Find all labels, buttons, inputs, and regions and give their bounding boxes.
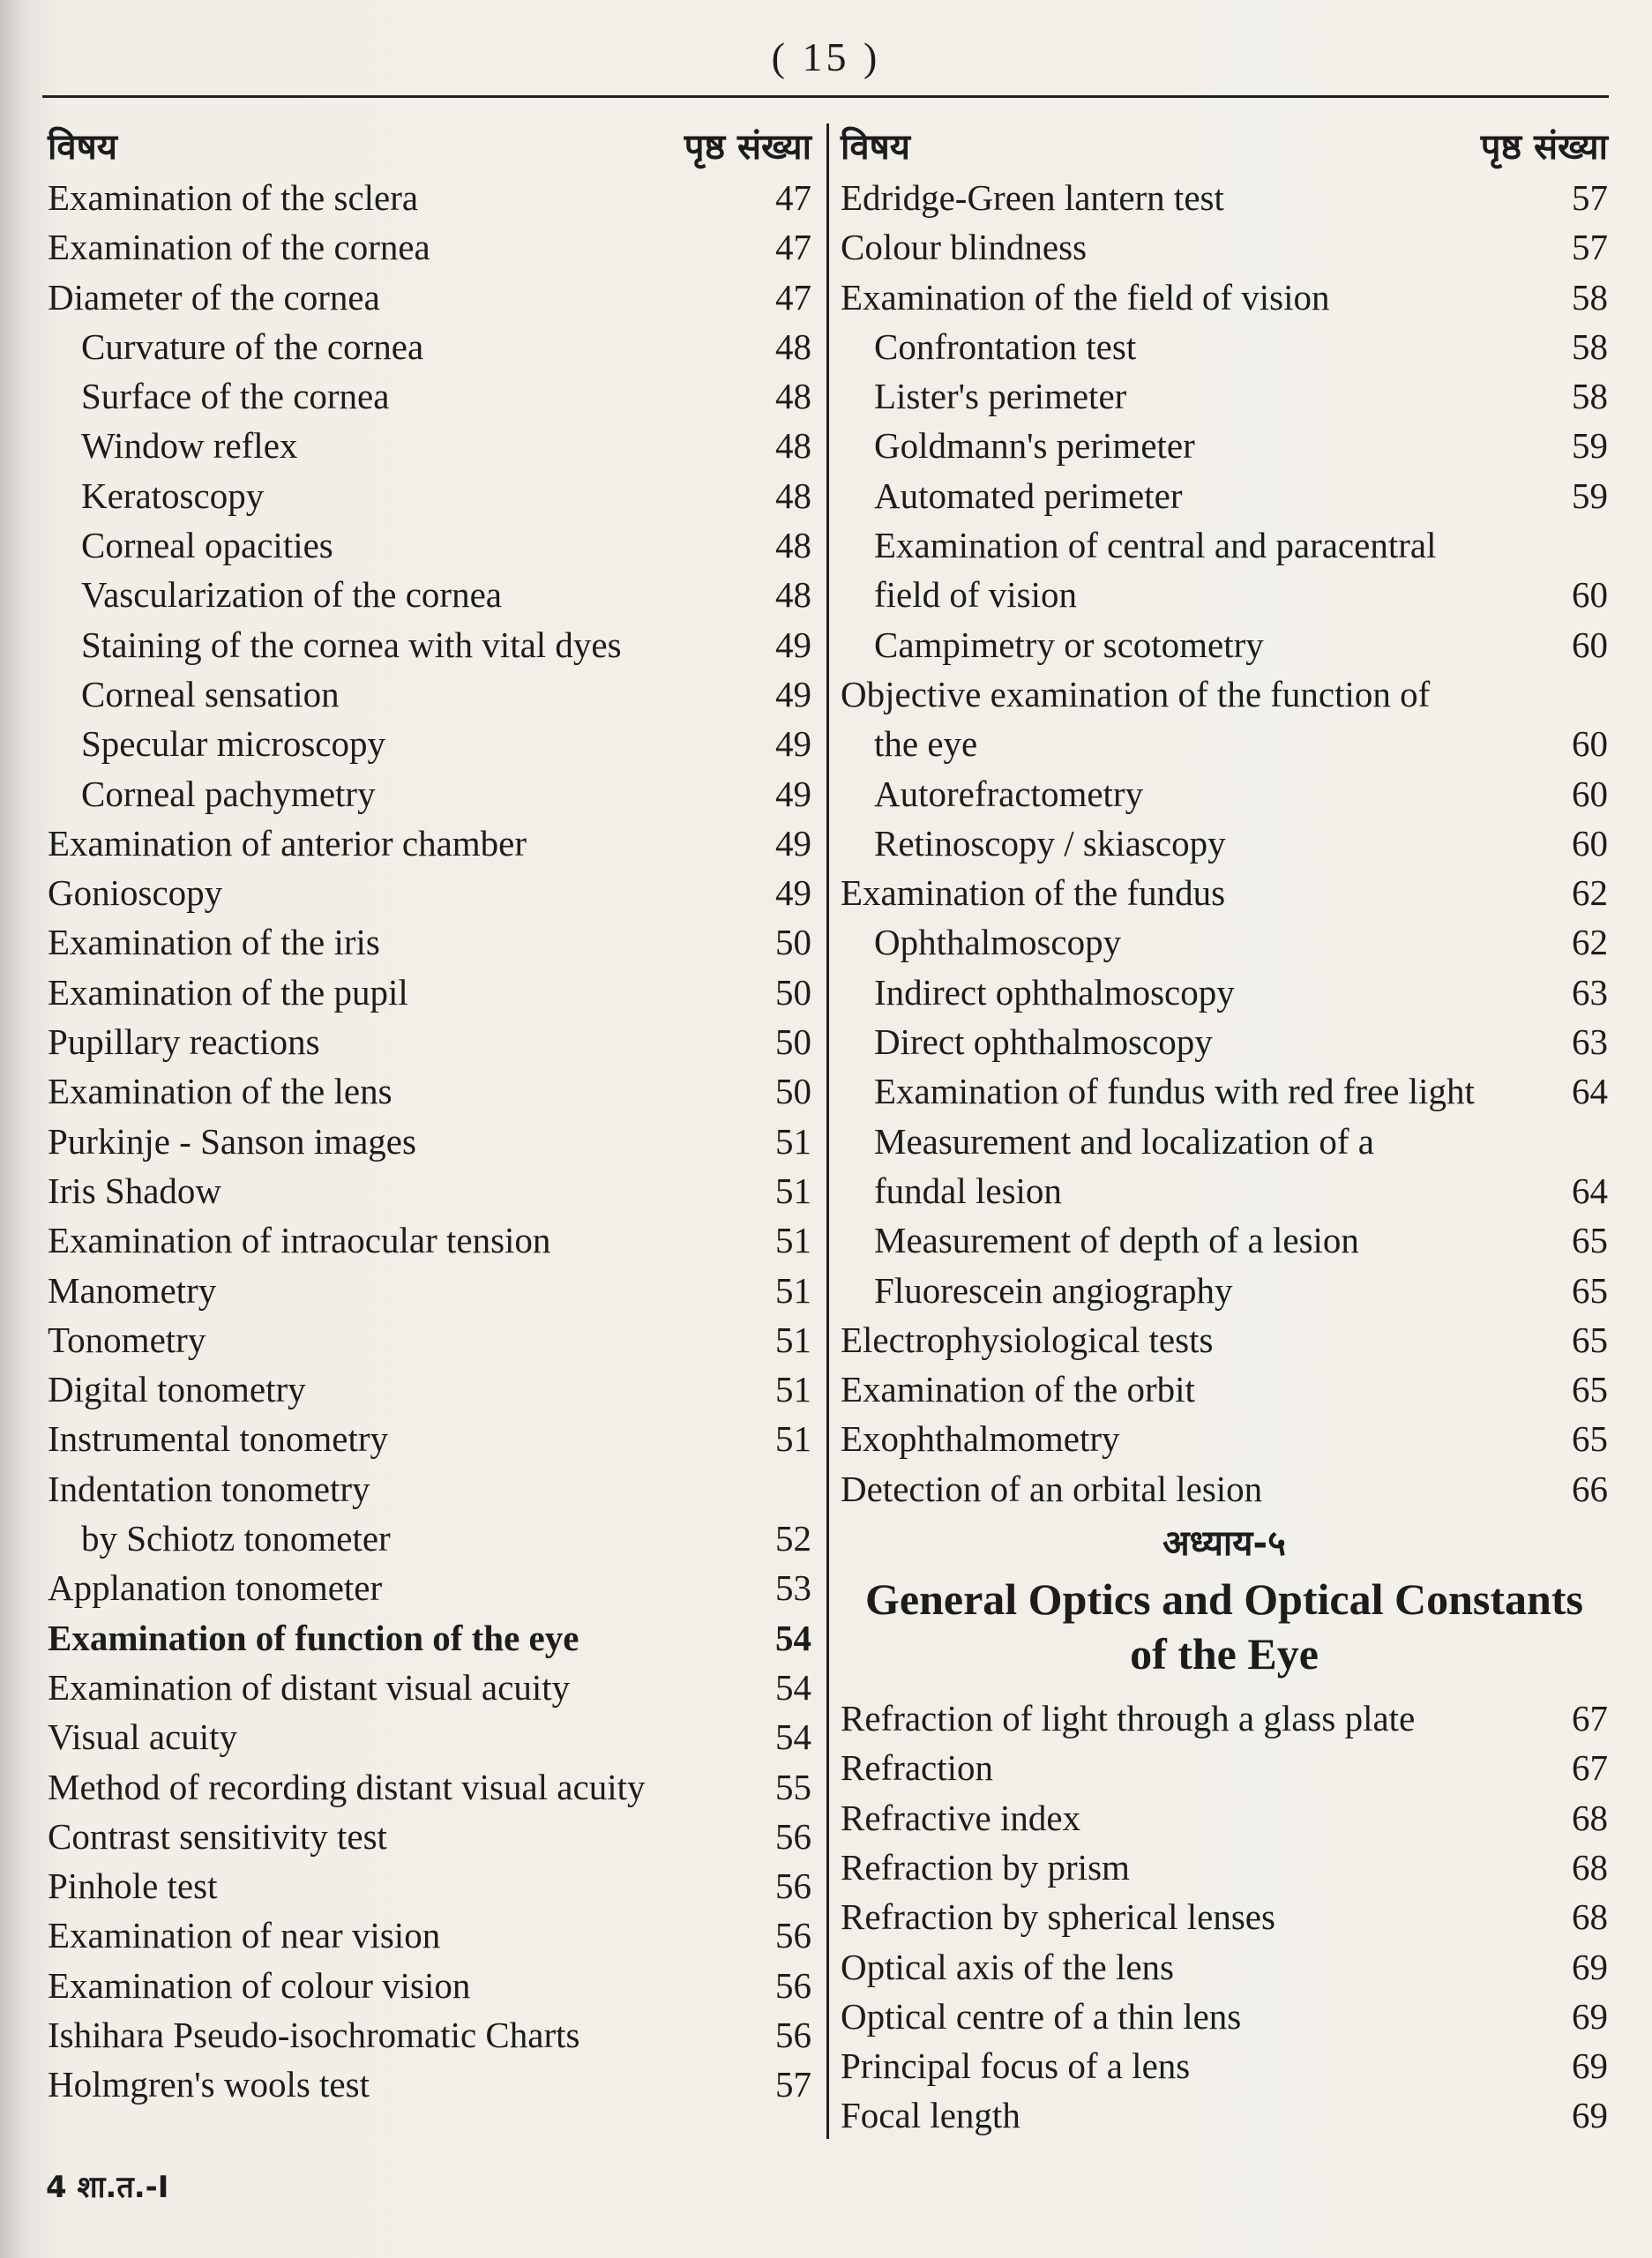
toc-entry [48,173,811,222]
toc-entry-page: 64 [1572,1071,1608,1112]
toc-entry [48,1017,811,1066]
toc-entry-page: 69 [1572,1995,1608,2037]
toc-entry-page: 49 [775,673,811,714]
toc-entry [841,371,1608,421]
toc-entry-title: Keratoscopy [81,475,265,516]
toc-entry-title: Confrontation test [874,325,1137,367]
toc-entry-page: 49 [775,872,811,914]
toc-entry-page: 60 [1572,773,1608,814]
toc-entry-page: 48 [775,574,811,616]
toc-entry [48,1861,811,1910]
toc-entry-page: 51 [775,1319,811,1360]
toc-entry [48,371,811,421]
toc-entry-page: 57 [775,2064,811,2105]
subject-label: विषय [48,127,117,168]
toc-entry [48,1414,811,1463]
toc-entry-page: 60 [1572,574,1608,616]
toc-entry [48,471,811,520]
toc-entry-title: Principal focus of a lens [841,2045,1191,2087]
toc-entry [48,421,811,470]
toc-entry-page: 52 [775,1518,811,1559]
toc-entry [48,1066,811,1116]
toc-entry-title: Indentation tonometry [48,1468,370,1509]
toc-entry [48,968,811,1017]
toc-entry-page: 65 [1572,1269,1608,1311]
toc-entry-page: 51 [775,1418,811,1460]
toc-entry-page: 68 [1572,1846,1608,1888]
toc-entry-title: Gonioscopy [48,872,223,914]
toc-entry-page: 49 [775,624,811,665]
toc-entry-page: 49 [775,723,811,765]
left-entries [48,173,811,2110]
toc-entry [841,1992,1608,2041]
toc-entry [841,819,1608,868]
toc-entry [48,1117,811,1166]
toc-entry [841,273,1608,322]
toc-entry-title: Campimetry or scotometry [874,624,1264,665]
toc-entry-page: 59 [1572,425,1608,467]
toc-entry-page: 49 [775,822,811,864]
toc-entry-page: 58 [1572,376,1608,417]
toc-entry-title: Measurement and localization of a [874,1120,1374,1162]
toc-entry [841,421,1608,470]
toc-entry-page: 56 [775,1964,811,2006]
toc-entry-title: Instrumental tonometry [48,1418,388,1460]
toc-entry-page: 56 [775,1815,811,1857]
toc-entry-page: 51 [775,1170,811,1211]
toc-entry-page: 69 [1572,1946,1608,1987]
toc-entry [841,968,1608,1017]
toc-entry-title: Electrophysiological tests [841,1319,1214,1360]
toc-entry-page: 67 [1572,1698,1608,1739]
toc-entry-page: 49 [775,773,811,814]
toc-entry-title: Refraction by spherical lenses [841,1896,1275,1938]
toc-entry-page: 51 [775,1269,811,1311]
toc-entry [841,1266,1608,1315]
toc-entry-page: 51 [775,1220,811,1261]
toc-entry-title: Optical centre of a thin lens [841,1995,1242,2037]
toc-entry-page: 59 [1572,475,1608,516]
toc-entry [48,273,811,322]
toc-entry [841,669,1608,719]
toc-entry-title: Diameter of the cornea [48,276,380,318]
toc-entry-page: 58 [1572,325,1608,367]
toc-entry-title: field of vision [874,574,1078,616]
toc-entry [48,1166,811,1215]
toc-entry-title: Examination of anterior chamber [48,822,527,864]
chapter-title [841,1572,1608,1681]
toc-entry-page: 58 [1572,276,1608,318]
toc-entry-title: Direct ophthalmoscopy [874,1021,1213,1063]
toc-entry-title: Corneal opacities [81,525,333,566]
toc-entry-page: 48 [775,525,811,566]
toc-entry-title: fundal lesion [874,1170,1062,1211]
toc-entry [841,1892,1608,1941]
toc-entry-page: 47 [775,177,811,218]
toc-entry [48,1514,811,1563]
toc-entry-page: 48 [775,475,811,516]
toc-entry-page: 48 [775,325,811,367]
toc-entry-page: 68 [1572,1896,1608,1938]
left-column [48,115,811,2110]
toc-entry-title: Edridge-Green lantern test [841,177,1224,218]
top-rule [42,95,1609,98]
toc-entry-title: Examination of intraocular tension [48,1220,551,1261]
toc-entry-title: Refraction by prism [841,1846,1130,1888]
toc-entry-title: Indirect ophthalmoscopy [874,971,1235,1013]
toc-entry-title: Refraction [841,1747,994,1789]
toc-entry-title: Measurement of depth of a lesion [874,1220,1359,1261]
toc-entry [48,1961,811,2010]
toc-entry [48,620,811,669]
toc-entry-page: 54 [775,1617,811,1658]
toc-entry [841,868,1608,917]
toc-entry-title: Focal length [841,2095,1020,2136]
toc-entry-title: Iris Shadow [48,1170,222,1211]
toc-entry-title: Window reflex [81,425,298,467]
toc-entry [841,2090,1608,2140]
toc-entry-page: 63 [1572,971,1608,1013]
toc-entry-title: Examination of the fundus [841,872,1226,914]
toc-entry-title: by Schiotz tonometer [81,1518,391,1559]
toc-entry-title: Surface of the cornea [81,376,390,417]
toc-entry [48,669,811,719]
toc-entry [841,1117,1608,1166]
toc-entry-page: 48 [775,425,811,467]
toc-entry-page: 69 [1572,2095,1608,2136]
toc-entry-title: Examination of function of the eye [48,1617,579,1658]
toc-entry [841,322,1608,371]
toc-entry [48,322,811,371]
toc-entry-page: 69 [1572,2045,1608,2087]
right-column [841,115,1608,2141]
chapter-entries [841,1694,1608,2141]
toc-entry-page: 65 [1572,1369,1608,1410]
toc-entry-page: 50 [775,1071,811,1112]
toc-entry-page: 65 [1572,1220,1608,1261]
toc-entry-page: 56 [775,1915,811,1956]
toc-entry [841,620,1608,669]
toc-entry-title: Examination of distant visual acuity [48,1666,571,1708]
toc-entry [48,1215,811,1265]
toc-entry [48,868,811,917]
toc-entry-page: 50 [775,971,811,1013]
toc-entry-page: 51 [775,1120,811,1162]
toc-entry-title: Refraction of light through a glass plate [841,1698,1416,1739]
toc-entry [841,1743,1608,1792]
toc-entry [841,917,1608,967]
toc-entry-page: 66 [1572,1468,1608,1509]
chapter-title-line: of the Eye [1130,1629,1319,1679]
toc-entry [48,222,811,272]
toc-entry [841,1365,1608,1414]
toc-entry [48,1663,811,1712]
toc-entry [48,520,811,570]
toc-entry-title: Examination of fundus with red free light [874,1071,1475,1112]
toc-entry-title: Vascularization of the cornea [81,574,502,616]
toc-entry [48,2060,811,2109]
toc-entry-title: Digital tonometry [48,1369,306,1410]
toc-entry-title: the eye [874,723,978,765]
toc-entry-title: Curvature of the cornea [81,325,424,367]
toc-entry-page: 65 [1572,1418,1608,1460]
toc-entry-title: Lister's perimeter [874,376,1127,417]
toc-entry [48,1613,811,1663]
toc-entry-title: Purkinje - Sanson images [48,1120,416,1162]
toc-entry [841,173,1608,222]
toc-entry [841,719,1608,768]
column-divider [826,123,829,2139]
toc-entry-title: Retinoscopy / skiascopy [874,822,1226,864]
toc-entry-page: 53 [775,1567,811,1609]
toc-entry-page: 64 [1572,1170,1608,1211]
toc-entry [841,520,1608,570]
toc-entry-page: 50 [775,922,811,963]
toc-entry-page: 54 [775,1716,811,1758]
toc-entry-title: Refractive index [841,1797,1081,1838]
toc-entry-page: 62 [1572,922,1608,963]
toc-entry [48,570,811,619]
toc-entry [841,1166,1608,1215]
toc-entry [48,1266,811,1315]
toc-entry [48,1464,811,1514]
toc-entry-title: Objective examination of the function of [841,673,1431,714]
toc-entry [841,1464,1608,1514]
toc-entry-title: Specular microscopy [81,723,385,765]
toc-entry-title: Ishihara Pseudo-isochromatic Charts [48,2014,580,2055]
page-count-label: पृष्ठ संख्या [1480,127,1608,168]
footer-signature: 4 शा.त.-I [46,2170,169,2205]
toc-entry [841,1017,1608,1066]
right-column-header [841,115,1608,169]
toc-entry-page: 60 [1572,624,1608,665]
toc-entry [841,1414,1608,1463]
toc-entry [48,1812,811,1861]
toc-entry [48,819,811,868]
toc-entry [48,1910,811,1960]
toc-entry-title: Examination of the sclera [48,177,419,218]
toc-entry-title: Automated perimeter [874,475,1183,516]
toc-entry-title: Autorefractometry [874,773,1144,814]
toc-entry [841,222,1608,272]
toc-entry-title: Examination of the pupil [48,971,408,1013]
toc-entry-title: Manometry [48,1269,217,1311]
toc-entry [841,1215,1608,1265]
toc-entry [841,1942,1608,1992]
toc-entry-page: 48 [775,376,811,417]
toc-entry-title: Corneal pachymetry [81,773,376,814]
toc-entry-page: 63 [1572,1021,1608,1063]
toc-entry [48,917,811,967]
chapter-label: अध्याय-५ [1162,1523,1286,1565]
toc-entry-page: 47 [775,276,811,318]
toc-entry-page: 60 [1572,822,1608,864]
toc-entry-page: 50 [775,1021,811,1063]
toc-entry-title: Corneal sensation [81,673,340,714]
toc-entry-title: Staining of the cornea with vital dyes [81,624,622,665]
toc-entry-title: Examination of the cornea [48,227,430,268]
toc-entry-title: Detection of an orbital lesion [841,1468,1263,1509]
toc-entry-title: Pupillary reactions [48,1021,320,1063]
toc-entry-page: 57 [1572,177,1608,218]
toc-entry [841,471,1608,520]
toc-entry-title: Exophthalmometry [841,1418,1120,1460]
toc-entry-page: 62 [1572,872,1608,914]
page-number: ( 15 ) [771,34,881,79]
toc-entry [48,1762,811,1812]
chapter-title-line: General Optics and Optical Constants [865,1574,1583,1625]
toc-entry [48,1563,811,1612]
toc-entry-title: Contrast sensitivity test [48,1815,387,1857]
toc-entry-title: Method of recording distant visual acuity [48,1766,646,1807]
toc-entry-page: 56 [775,1865,811,1907]
toc-entry-title: Visual acuity [48,1716,238,1758]
toc-entry-page: 47 [775,227,811,268]
toc-entry-title: Examination of near vision [48,1915,441,1956]
toc-entry-title: Fluorescein angiography [874,1269,1233,1311]
toc-entry [841,1843,1608,1892]
toc-entry [841,570,1608,619]
toc-entry [48,1712,811,1761]
toc-entry-title: Examination of the lens [48,1071,392,1112]
toc-entry-page: 56 [775,2014,811,2055]
toc-entry-title: Examination of the orbit [841,1369,1195,1410]
right-entries [841,173,1608,1514]
toc-entry [48,719,811,768]
toc-entry [48,1365,811,1414]
subject-label: विषय [841,127,910,168]
toc-entry-page: 67 [1572,1747,1608,1789]
page-count-label: पृष्ठ संख्या [684,127,811,168]
toc-entry-page: 54 [775,1666,811,1708]
toc-entry [48,1315,811,1365]
toc-entry [48,2010,811,2060]
toc-entry [48,769,811,819]
toc-entry [841,1793,1608,1843]
toc-entry [841,769,1608,819]
toc-entry [841,1315,1608,1365]
toc-entry-page: 65 [1572,1319,1608,1360]
toc-entry-title: Holmgren's wools test [48,2064,370,2105]
toc-entry [841,1066,1608,1116]
left-column-header [48,115,811,169]
toc-entry-title: Optical axis of the lens [841,1946,1175,1987]
toc-entry-title: Applanation tonometer [48,1567,383,1609]
toc-entry-page: 60 [1572,723,1608,765]
toc-entry-title: Colour blindness [841,227,1088,268]
toc-entry [841,2041,1608,2090]
toc-entry-title: Tonometry [48,1319,206,1360]
toc-entry-title: Examination of the iris [48,922,380,963]
toc-entry [841,1694,1608,1743]
toc-entry-page: 51 [775,1369,811,1410]
toc-entry-title: Examination of colour vision [48,1964,471,2006]
toc-entry-page: 57 [1572,227,1608,268]
toc-entry-page: 68 [1572,1797,1608,1838]
toc-entry-title: Goldmann's perimeter [874,425,1195,467]
toc-entry-title: Ophthalmoscopy [874,922,1122,963]
toc-entry-page: 55 [775,1766,811,1807]
toc-entry-title: Pinhole test [48,1865,218,1907]
toc-entry-title: Examination of the field of vision [841,276,1330,318]
toc-entry-title: Examination of central and paracentral [874,525,1437,566]
